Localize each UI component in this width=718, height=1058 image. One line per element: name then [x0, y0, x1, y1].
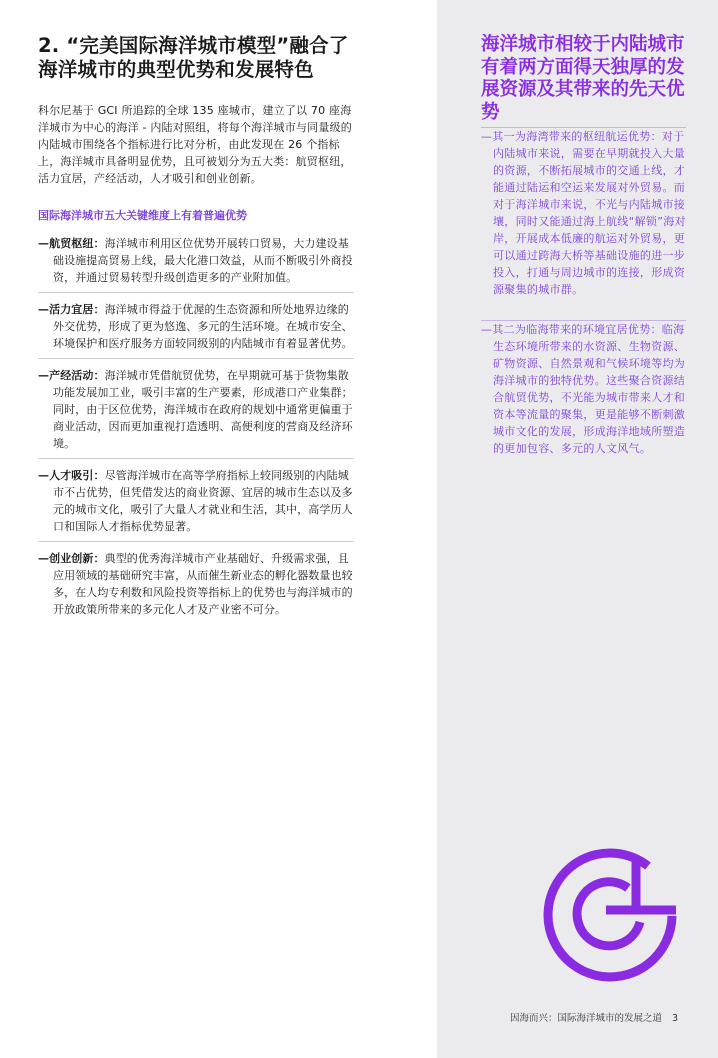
side-point-1: [481, 127, 686, 298]
page-number: 3: [672, 1013, 679, 1024]
item-text: 尽管海洋城市在高等学府指标上较同级别的内陆城市不占优势，但凭借发达的商业资源、宜居的城市生态以及多元的城市文化，吸引了大量人才就业和生活，其中，高学历人口和国际人才指标优势显著。: [53, 469, 353, 533]
side-panel-title: 海洋城市相较于内陆城市有着两方面得天独厚的发展资源及其带来的先天优势: [481, 34, 685, 123]
divider: [38, 292, 354, 293]
divider: [38, 358, 354, 359]
item-lead: —创业创新：: [38, 552, 105, 565]
item-talent: [38, 467, 354, 535]
item-text: 海洋城市得益于优渥的生态资源和所处地界边缘的外交优势，形成了更为悠逸、多元的生活环境。在城市安全、环境保护和医疗服务方面较同级别的内陆城市有着显著优势。: [53, 303, 353, 350]
item-industry: [38, 367, 354, 452]
item-hub: [38, 235, 354, 286]
main-column: [38, 34, 354, 624]
item-text: 海洋城市凭借航贸优势，在早期就可基于货物集散功能发展加工业，吸引丰富的生产要素，形成港口产业集群；同时，由于区位优势，海洋城市在政府的规划中通常更偏重于商业活动，因而更加重视打造透明、高便利度的营商及经济环境。: [53, 369, 353, 450]
item-lead: —人才吸引：: [38, 469, 105, 482]
subheading: 国际海洋城市五大关键维度上有着普遍优势: [38, 209, 247, 222]
divider: [38, 541, 354, 542]
side-point-text: —其二为临海带来的环境宜居优势：临海生态环境所带来的水资源、生物资源、矿物资源、自然景观和气候环境等均为海洋城市的独特优势。这些聚合资源结合航贸优势，不光能为城市带来人才和资本等流量的聚集，更是能够不断刺激城市文化的发展，形成海洋地域所塑造的更加包容、多元的人文风气。: [481, 323, 686, 455]
side-point-text: —其一为海湾带来的枢纽航运优势：对于内陆城市来说，需要在早期就投入大量的资源，不断拓展城市的交通上线，才能通过陆运和空运来发展对外贸易。而对于海洋城市来说，不光与内陆城市接壤，同时又能通过海上航线“解锁”海对岸，开展成本低廉的航运对外贸易，更可以通过跨海大桥等基础设施的进一步投入，打通与周边城市的连接，形成资源聚集的城市群。: [481, 130, 686, 296]
item-text: 典型的优秀海洋城市产业基础好、升级需求强，且应用领域的基础研究丰富，从而催生新业态的孵化器数量也较多，在人均专利数和风险投资等指标上的优势也与海洋城市的开放政策所带来的多元化人才及产业密不可分。: [53, 552, 353, 616]
item-innovation: [38, 550, 354, 618]
item-livable: [38, 301, 354, 352]
divider: [38, 458, 354, 459]
item-lead: —航贸枢纽：: [38, 237, 105, 250]
item-lead: —活力宜居：: [38, 303, 105, 316]
kearney-logo-icon: [536, 836, 686, 986]
page-footer: [510, 1010, 678, 1024]
intro-paragraph: 科尔尼基于 GCI 所追踪的全球 135 座城市，建立了以 70 座海洋城市为中心的海洋 - 内陆对照组，将每个海洋城市与同量级的内陆城市围绕各个指标进行比对分析，由此发现在 26 个指标上，海洋城市具备明显优势，且可被划分为五大类：航贸枢纽，活力宜居，产经活动，人才吸引和创业创新。: [38, 104, 352, 185]
footer-title: 因海而兴：国际海洋城市的发展之道: [510, 1013, 663, 1024]
section-title: 2. “完美国际海洋城市模型”融合了海洋城市的典型优势和发展特色: [38, 34, 349, 81]
item-text: 海洋城市利用区位优势开展转口贸易，大力建设基础设施提高贸易上线，最大化港口效益，从而不断吸引外商投资，并通过贸易转型升级创造更多的产业附加值。: [53, 237, 353, 284]
side-point-2: [481, 320, 686, 457]
item-lead: —产经活动：: [38, 369, 105, 382]
